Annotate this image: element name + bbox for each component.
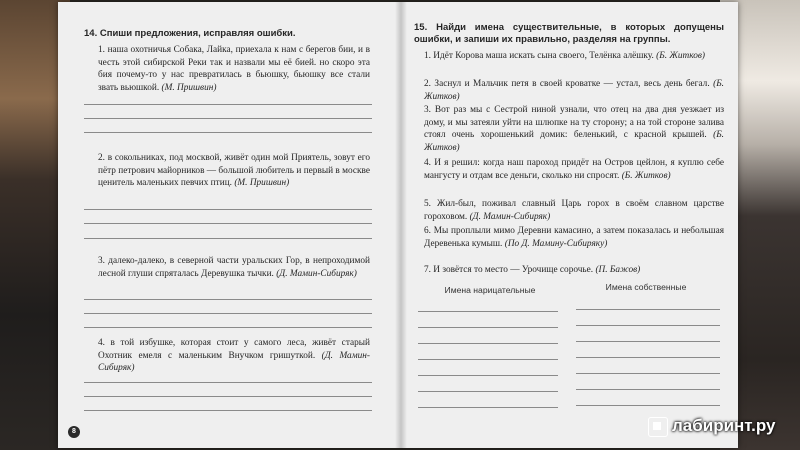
- right-item-6: [424, 225, 724, 250]
- writing-line[interactable]: [576, 325, 720, 326]
- left-item-3: [98, 255, 370, 280]
- writing-line[interactable]: [418, 407, 558, 408]
- right-item-4-source: (Б. Житков): [621, 170, 671, 181]
- task-15-title: 15. Найди имена существительные, в которых допущены ошибки, и запиши их правильно, разделяя на группы.: [414, 22, 724, 45]
- left-item-4-source: (Д. Мамин-Сибиряк): [98, 350, 370, 374]
- writing-line[interactable]: [84, 299, 372, 300]
- writing-line[interactable]: [576, 373, 720, 374]
- writing-line[interactable]: [84, 396, 372, 397]
- left-item-3-text: 3. далеко-далеко, в северной части уральских Гор, в непроходимой лесной глуши спряталась Деревушка тычки.: [98, 256, 370, 279]
- task-14-title: 14. Спиши предложения, исправляя ошибки.: [84, 28, 296, 39]
- left-page: [58, 2, 398, 448]
- writing-line[interactable]: [576, 357, 720, 358]
- right-item-7: [424, 264, 724, 277]
- right-page: [404, 2, 738, 448]
- right-item-2: [424, 78, 724, 103]
- writing-line[interactable]: [84, 209, 372, 210]
- writing-line[interactable]: [84, 238, 372, 239]
- watermark-logo-icon: [648, 417, 668, 437]
- writing-line[interactable]: [84, 410, 372, 411]
- writing-line[interactable]: [84, 327, 372, 328]
- writing-line[interactable]: [418, 391, 558, 392]
- watermark: [648, 416, 775, 437]
- right-item-6-source: (По Д. Мамину-Сибиряку): [504, 238, 608, 249]
- writing-line[interactable]: [576, 341, 720, 342]
- writing-line[interactable]: [84, 313, 372, 314]
- writing-line[interactable]: [576, 405, 720, 406]
- left-item-1: [98, 44, 370, 94]
- right-item-1-text: 1. Идёт Корова маша искать сына своего, Телёнка алёшку.: [424, 51, 654, 61]
- writing-line[interactable]: [84, 382, 372, 383]
- right-item-2-text: 2. Заснул и Мальчик петя в своей кроватке — устал, весь день бегал.: [424, 79, 710, 89]
- column-header-common: Имена нарицательные: [444, 285, 536, 295]
- writing-line[interactable]: [84, 104, 372, 105]
- right-item-4-text: 4. И я решил: когда наш пароход придёт на Остров цейлон, я куплю себе мангусту и отдам все деньги, сколько ни спросят.: [424, 158, 724, 181]
- writing-line[interactable]: [418, 375, 558, 376]
- writing-line[interactable]: [84, 223, 372, 224]
- left-item-4: [98, 337, 370, 375]
- page-number: 8: [68, 426, 80, 438]
- left-item-2-text: 2. в сокольниках, под москвой, живёт один мой Приятель, зовут его пётр петрович майорников — большой любитель и первый в москве ценитель маленьких певчих птиц.: [98, 153, 370, 189]
- right-item-7-source: (П. Бажов): [595, 265, 641, 275]
- right-item-6-text: 6. Мы проплыли мимо Деревни камасино, а затем показалась и небольшая Деревенька кумыш.: [424, 226, 724, 249]
- left-item-4-text: 4. в той избушке, которая стоит у самого леса, живёт старый Охотник емеля с маленьким Внучком гришуткой.: [98, 338, 370, 361]
- writing-line[interactable]: [576, 309, 720, 310]
- left-item-1-text: 1. наша охотничья Собака, Лайка, приехала к нам с берегов бии, и в честь этой сибирской Реки так и назвали мы её бией. но скоро эта бия почему-то у нас превратилась в бьюшку, бьюшку все стали звать вьюшкой.: [98, 45, 370, 93]
- left-item-1-source: (М. Пришвин): [161, 82, 217, 93]
- writing-line[interactable]: [84, 118, 372, 119]
- right-item-2-source: (Б. Житков): [424, 79, 724, 102]
- writing-line[interactable]: [84, 132, 372, 133]
- writing-line[interactable]: [418, 311, 558, 312]
- column-header-proper: Имена собственные: [605, 282, 687, 292]
- writing-line[interactable]: [418, 327, 558, 328]
- left-item-3-source: (Д. Мамин-Сибиряк): [276, 268, 357, 279]
- right-item-3: [424, 104, 724, 154]
- writing-line[interactable]: [418, 359, 558, 360]
- right-item-3-source: (Б. Житков): [424, 130, 724, 153]
- right-item-5-source: (Д. Мамин-Сибиряк): [469, 211, 551, 222]
- left-item-2: [98, 152, 370, 190]
- right-item-7-text: 7. И зовётся то место — Урочище сорочье.: [424, 265, 594, 275]
- workbook-spread: [58, 2, 738, 448]
- right-item-4: [424, 157, 724, 182]
- watermark-text: лабиринт.ру: [672, 416, 776, 435]
- right-item-3-text: 3. Вот раз мы с Сестрой ниной узнали, что отец на два дня уезжает из дому, и мы затеяли уйти на шлюпке на ту сторону; а на той стороне залива стоял очень хорошенький домик: беленький, с красной крышей.: [424, 105, 724, 141]
- right-item-5: [424, 198, 724, 223]
- writing-line[interactable]: [576, 389, 720, 390]
- right-item-1: [424, 50, 724, 63]
- right-item-5-text: 5. Жил-был, поживал славный Царь горох в своём славном царстве гороховом.: [424, 199, 724, 222]
- writing-line[interactable]: [418, 343, 558, 344]
- right-item-1-source: (Б. Житков): [656, 51, 706, 61]
- left-item-2-source: (М. Пришвин): [234, 178, 290, 189]
